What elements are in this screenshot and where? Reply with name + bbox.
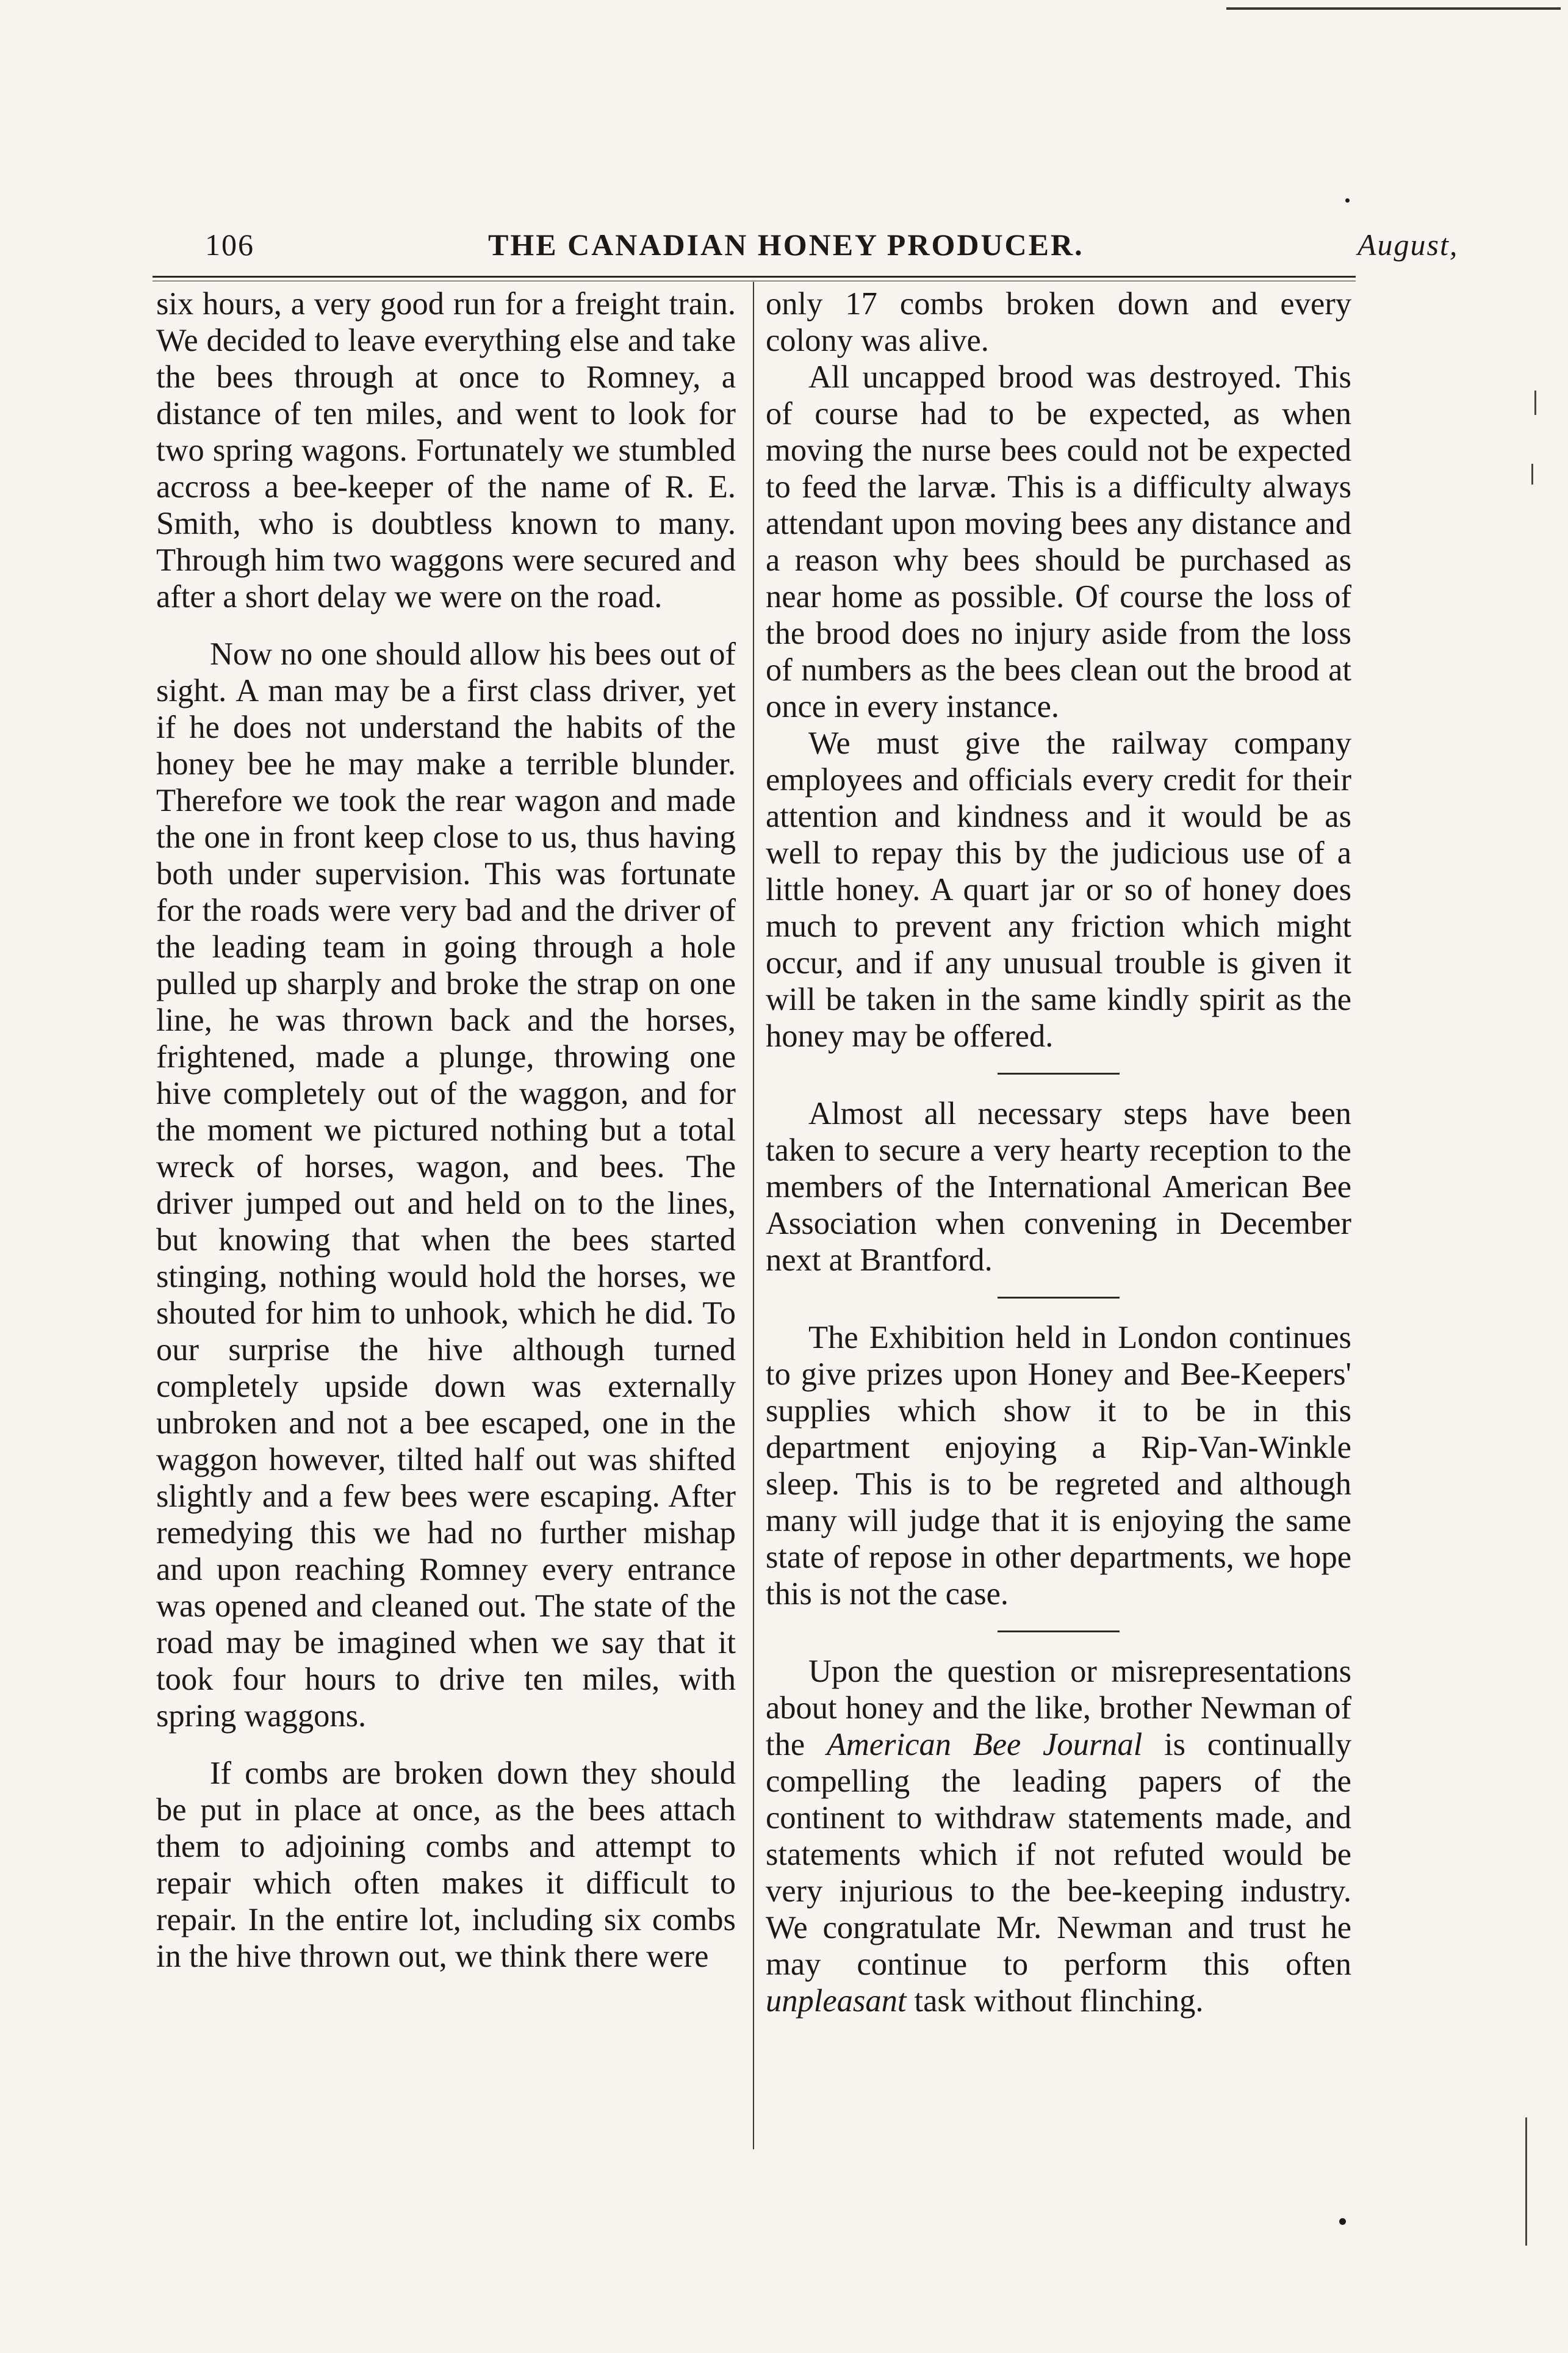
edge-mark-middle [1531,464,1533,485]
page-number: 106 [205,228,254,262]
header-rule [153,276,1356,278]
journal-title: THE CANADIAN HONEY PRODUCER. [488,228,1084,262]
left-paragraph-2: Now no one should allow his bees out of sight. A man may be a first class driver, yet if he does not understand the habits of the honey bee he may make a terrible blunder. Therefore we took the rear wagon and made the one in front keep close to us, thus having both under supervision. This was fortunate for the roads were very bad and the driver of the leading team in going through a hole pulled up sharply and broke the strap on one line, he was thrown back and the horses, frightened, made a plunge, throwing one hive completely out of the waggon, and for the moment we pictured nothing but a total wreck of horses, wagon, and bees. The driver jumped out and held on to the lines, but knowing that when the bees started stinging, nothing would hold the horses, we shouted for him to unhook, which he did. To our surprise the hive although turned completely upside down was externally unbroken and not a bee escaped, one in the waggon however, tilted half out was shifted slightly and a few bees were escaping. After remedying this we had no further mishap and upon reaching Romney every entrance was opened and cleaned out. The state of the road may be imagined when we say that it took four hours to drive ten miles, with spring waggons. [156,636,736,1734]
paragraph-6-part-2: is continually compelling the leading papers of the continent to withdraw statements made, and statements which if not refuted would be very injurious to the bee-keeping industry. We congratulate Mr. Newman and trust he may continue to perform this often [766,1727,1352,1982]
section-separator-1 [998,1073,1120,1075]
journal-name-italic: American Bee Journal [826,1727,1143,1762]
right-paragraph-6 [766,1653,1351,2019]
side-dot-mark [1345,198,1350,203]
left-paragraph-1: six hours, a very good run for a freight train. We decided to leave everything else and take the bees through at once to Romney, a distance of ten miles, and went to look for two spring wagons. Fortunately we stumbled accross a bee-keeper of the name of R. E. Smith, who is doubtless known to many. Through him two waggons were secured and after a short delay we were on the road. [156,286,736,614]
right-paragraph-2: All uncapped brood was destroyed. This of course had to be expected, as when moving the nurse bees could not be expected to feed the larvæ. This is a difficulty always attendant upon moving bees any distance and a reason why bees should be purchased as near home as possible. Of course the loss of the brood does no injury aside from the loss of numbers as the bees clean out the brood at once in every instance. [766,359,1351,724]
column-divider [753,282,754,2149]
issue-month: August, [1358,228,1459,262]
unpleasant-italic: unpleasant [766,1983,907,2019]
corner-scan-rule [1226,7,1561,10]
right-paragraph-3: We must give the railway company employees and officials every credit for their attention and kindness and it would be as well to repay this by the judicious use of a little honey. A quart jar or so of honey does much to prevent any friction which might occur, and if any unusual trouble is given it will be taken in the same kindly spirit as the honey may be offered. [766,726,1351,1054]
right-column [766,286,1351,2019]
paragraph-6-part-3: task without flinching. [906,1983,1204,2019]
edge-mark-lower [1525,2117,1527,2246]
paragraph-6-part-1: Upon the question or misrepresentations about honey and the like, brother Newman of the [766,1654,1351,1762]
right-paragraph-5: The Exhibition held in London continues to give prizes upon Honey and Bee-Keepers' supplies which show it to be in this department enjoying a Rip-Van-Winkle sleep. This is to be regreted and although many will judge that it is enjoying the same state of repose in other departments, we hope this is not the case. [766,1320,1351,1612]
section-separator-3 [998,1631,1120,1632]
left-column [156,286,736,1975]
edge-mark-top [1534,391,1536,415]
left-paragraph-3: If combs are broken down they should be put in place at once, as the bees attach them to adjoining combs and attempt to repair which often makes it difficult to repair. In the entire lot, including six combs in the hive thrown out, we think there were [156,1756,736,1974]
right-paragraph-4: Almost all necessary steps have been taken to secure a very hearty reception to the members of the International American Bee Association when convening in December next at Brantford. [766,1096,1351,1278]
right-paragraph-1: only 17 combs broken down and every colony was alive. [766,286,1351,358]
bullet-mark [1339,2218,1346,2225]
section-separator-2 [998,1297,1120,1299]
page-header [146,215,1459,264]
